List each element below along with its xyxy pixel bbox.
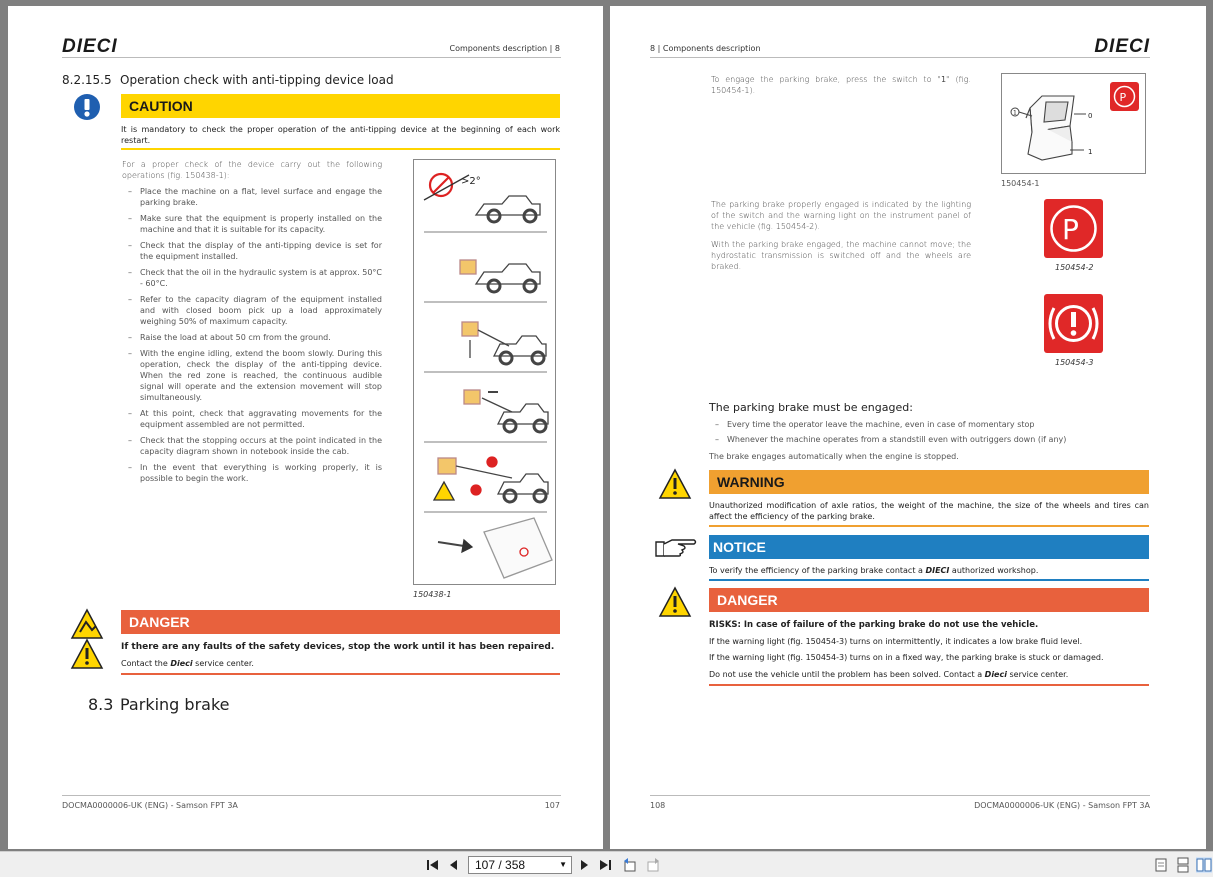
footer-rule — [650, 795, 1150, 796]
danger-bold-text: RISKS: In case of failure of the parking brake do not use the vehicle. — [709, 620, 1039, 630]
warning-banner: WARNING — [709, 470, 1149, 494]
engage-instruction — [711, 74, 971, 96]
notice-prefix: To verify the efficiency of the parking brake contact a — [709, 566, 926, 575]
figure-angle-label: >2° — [461, 176, 481, 187]
procedure-step: – Check that the stopping occurs at the point indicated in the capacity diagram shown in notebook inside the cab. — [122, 435, 382, 457]
notice-banner: NOTICE — [709, 535, 1149, 559]
procedure-step: – In the event that everything is working properly, it is possible to begin the work. — [122, 462, 382, 484]
navigation-toolbar — [0, 851, 1213, 877]
danger-banner: DANGER — [709, 588, 1149, 612]
procedure-step: – Place the machine on a flat, level surface and engage the parking brake. — [122, 186, 382, 208]
warning-rule — [709, 525, 1149, 527]
footer-doc-id: DOCMA0000006-UK (ENG) - Samson FPT 3A — [62, 801, 238, 810]
section-number: 8.2.15.5 — [62, 73, 112, 87]
warning-triangle-icon — [658, 468, 692, 500]
pointing-hand-icon — [654, 536, 698, 558]
page-number-value: 107 / 358 — [475, 858, 526, 872]
danger-contact-text — [121, 658, 254, 670]
brand-name: DIECI — [925, 566, 950, 575]
header-rule — [650, 57, 1150, 58]
notice-text — [709, 565, 1038, 577]
procedure-steps — [122, 186, 382, 489]
danger-line-3 — [709, 669, 1068, 681]
next-page-icon[interactable] — [578, 857, 590, 873]
engage-prefix: To engage the parking brake, press the switch to " — [711, 75, 941, 84]
engage-position: 1 — [940, 75, 947, 84]
procedure-step: – Refer to the capacity diagram of the equipment installed and with closed boom pick up a load approximately weighing 50% of maximum capacity. — [122, 294, 382, 327]
danger-bold-text: If there are any faults of the safety devices, stop the work until it has been repaired. — [121, 642, 555, 652]
p-indicator-large: P — [1062, 213, 1079, 246]
danger-contact-prefix: Contact the — [121, 659, 171, 668]
list-item: – Every time the operator leave the machine, even in case of momentary stop — [709, 419, 1149, 430]
page-number: 107 — [544, 801, 560, 810]
caution-banner: CAUTION — [121, 94, 560, 118]
chevron-down-icon[interactable]: ▼ — [559, 860, 567, 869]
procedure-step: – Make sure that the equipment is properly installed on the machine and that it is suitable for its capacity. — [122, 213, 382, 235]
brand-name: Dieci — [170, 659, 193, 668]
danger-banner: DANGER — [121, 610, 560, 634]
header-rule — [62, 57, 561, 58]
caution-rule — [121, 148, 560, 150]
first-page-icon[interactable] — [426, 857, 440, 873]
parking-brake-switch-illustration — [1002, 74, 1147, 175]
go-forward-view-icon[interactable] — [645, 857, 661, 873]
crush-hazard-icon — [70, 608, 104, 640]
figure-caption: 150438-1 — [413, 590, 452, 599]
page-header: Components description | 8 — [449, 44, 560, 53]
footer-rule — [62, 795, 561, 796]
figure-150438-1 — [413, 159, 556, 585]
brake-fault-light-icon — [1044, 294, 1103, 353]
procedure-step: – At this point, check that aggravating movements for the equipment assembled are not permitted. — [122, 408, 382, 430]
switch-position-1: 1 — [1088, 148, 1093, 156]
engage-suffix: " (fig. 150454-1). — [711, 75, 971, 95]
engaged-indication-text: The parking brake properly engaged is indicated by the lighting of the switch and the warning light on the instrument panel of the vehicle (fig. 150454-2). — [711, 200, 971, 231]
must-engage-heading: The parking brake must be engaged: — [709, 401, 913, 414]
figure-caption: 150454-3 — [1055, 358, 1094, 367]
section-8-3-title: Parking brake — [120, 695, 230, 714]
page-107 — [8, 6, 603, 849]
dieci-logo: DIECI — [62, 36, 118, 57]
continuous-view-icon[interactable] — [1176, 857, 1190, 873]
procedure-step: – With the engine idling, extend the boom slowly. During this operation, check the display of the anti-tipping device. When the red zone is reached, the continuous audible signal will operate and the extension movement will stop simultaneously. — [122, 348, 382, 403]
single-page-view-icon[interactable] — [1154, 857, 1168, 873]
procedure-step: – Check that the oil in the hydraulic system is at approx. 50°C - 60°C. — [122, 267, 382, 289]
section-8-3-number: 8.3 — [88, 695, 114, 714]
danger-line-3-prefix: Do not use the vehicle until the problem has been solved. Contact a — [709, 670, 985, 679]
page-number: 108 — [650, 801, 666, 810]
figure-caption: 150454-2 — [1055, 263, 1094, 272]
danger-rule — [709, 684, 1149, 686]
last-page-icon[interactable] — [598, 857, 612, 873]
page-number-input[interactable] — [468, 856, 572, 874]
procedure-step: – Check that the display of the anti-tipping device is set for the equipment installed. — [122, 240, 382, 262]
must-engage-list — [709, 419, 1149, 450]
warning-triangle-icon — [70, 638, 104, 670]
switch-position-0: 0 — [1088, 112, 1093, 120]
procedure-step: – Raise the load at about 50 cm from the ground. — [122, 332, 382, 343]
warning-text: Unauthorized modification of axle ratios, the weight of the machine, the size of the wheels and tires can affect the efficiency of the parking brake. — [709, 501, 1149, 521]
two-page-view-icon[interactable] — [1196, 857, 1212, 873]
page-108 — [610, 6, 1206, 849]
page-header: 8 | Components description — [650, 44, 761, 53]
procedure-intro: For a proper check of the device carry out the following operations (fig. 150438-1): — [122, 160, 382, 180]
caution-text: It is mandatory to check the proper operation of the anti-tipping device at the beginning of each work restart. — [121, 125, 560, 145]
telehandler-illustration — [414, 160, 557, 586]
parking-brake-light-icon — [1044, 199, 1103, 258]
list-item: – Whenever the machine operates from a standstill even with outriggers down (if any) — [709, 434, 1149, 445]
notice-suffix: authorized workshop. — [949, 566, 1039, 575]
auto-engage-text: The brake engages automatically when the engine is stopped. — [709, 452, 959, 461]
engaged-effects-text: With the parking brake engaged, the machine cannot move; the hydrostatic transmission is switched off and the wheels are braked. — [711, 240, 971, 271]
danger-line-2: If the warning light (fig. 150454-3) turns on in a fixed way, the parking brake is stuck or damaged. — [709, 653, 1104, 662]
figure-caption: 150454-1 — [1001, 179, 1040, 188]
figure-150454-1 — [1001, 73, 1146, 174]
previous-page-icon[interactable] — [448, 857, 460, 873]
danger-line-1: If the warning light (fig. 150454-3) turns on intermittently, it indicates a low brake fluid level. — [709, 637, 1083, 646]
dieci-logo: DIECI — [1094, 36, 1150, 57]
danger-rule — [121, 673, 560, 675]
warning-triangle-icon — [658, 586, 692, 618]
mandatory-info-icon — [73, 93, 101, 121]
p-indicator-small: P — [1119, 91, 1127, 104]
danger-line-3-suffix: service center. — [1006, 670, 1069, 679]
switch-callout: 1 — [1013, 109, 1017, 117]
danger-contact-suffix: service center. — [192, 659, 254, 668]
brand-name: Dieci — [984, 670, 1007, 679]
notice-rule — [709, 579, 1149, 581]
section-title: Operation check with anti-tipping device load — [120, 73, 394, 87]
go-back-view-icon[interactable] — [622, 857, 638, 873]
footer-doc-id: DOCMA0000006-UK (ENG) - Samson FPT 3A — [974, 801, 1150, 810]
